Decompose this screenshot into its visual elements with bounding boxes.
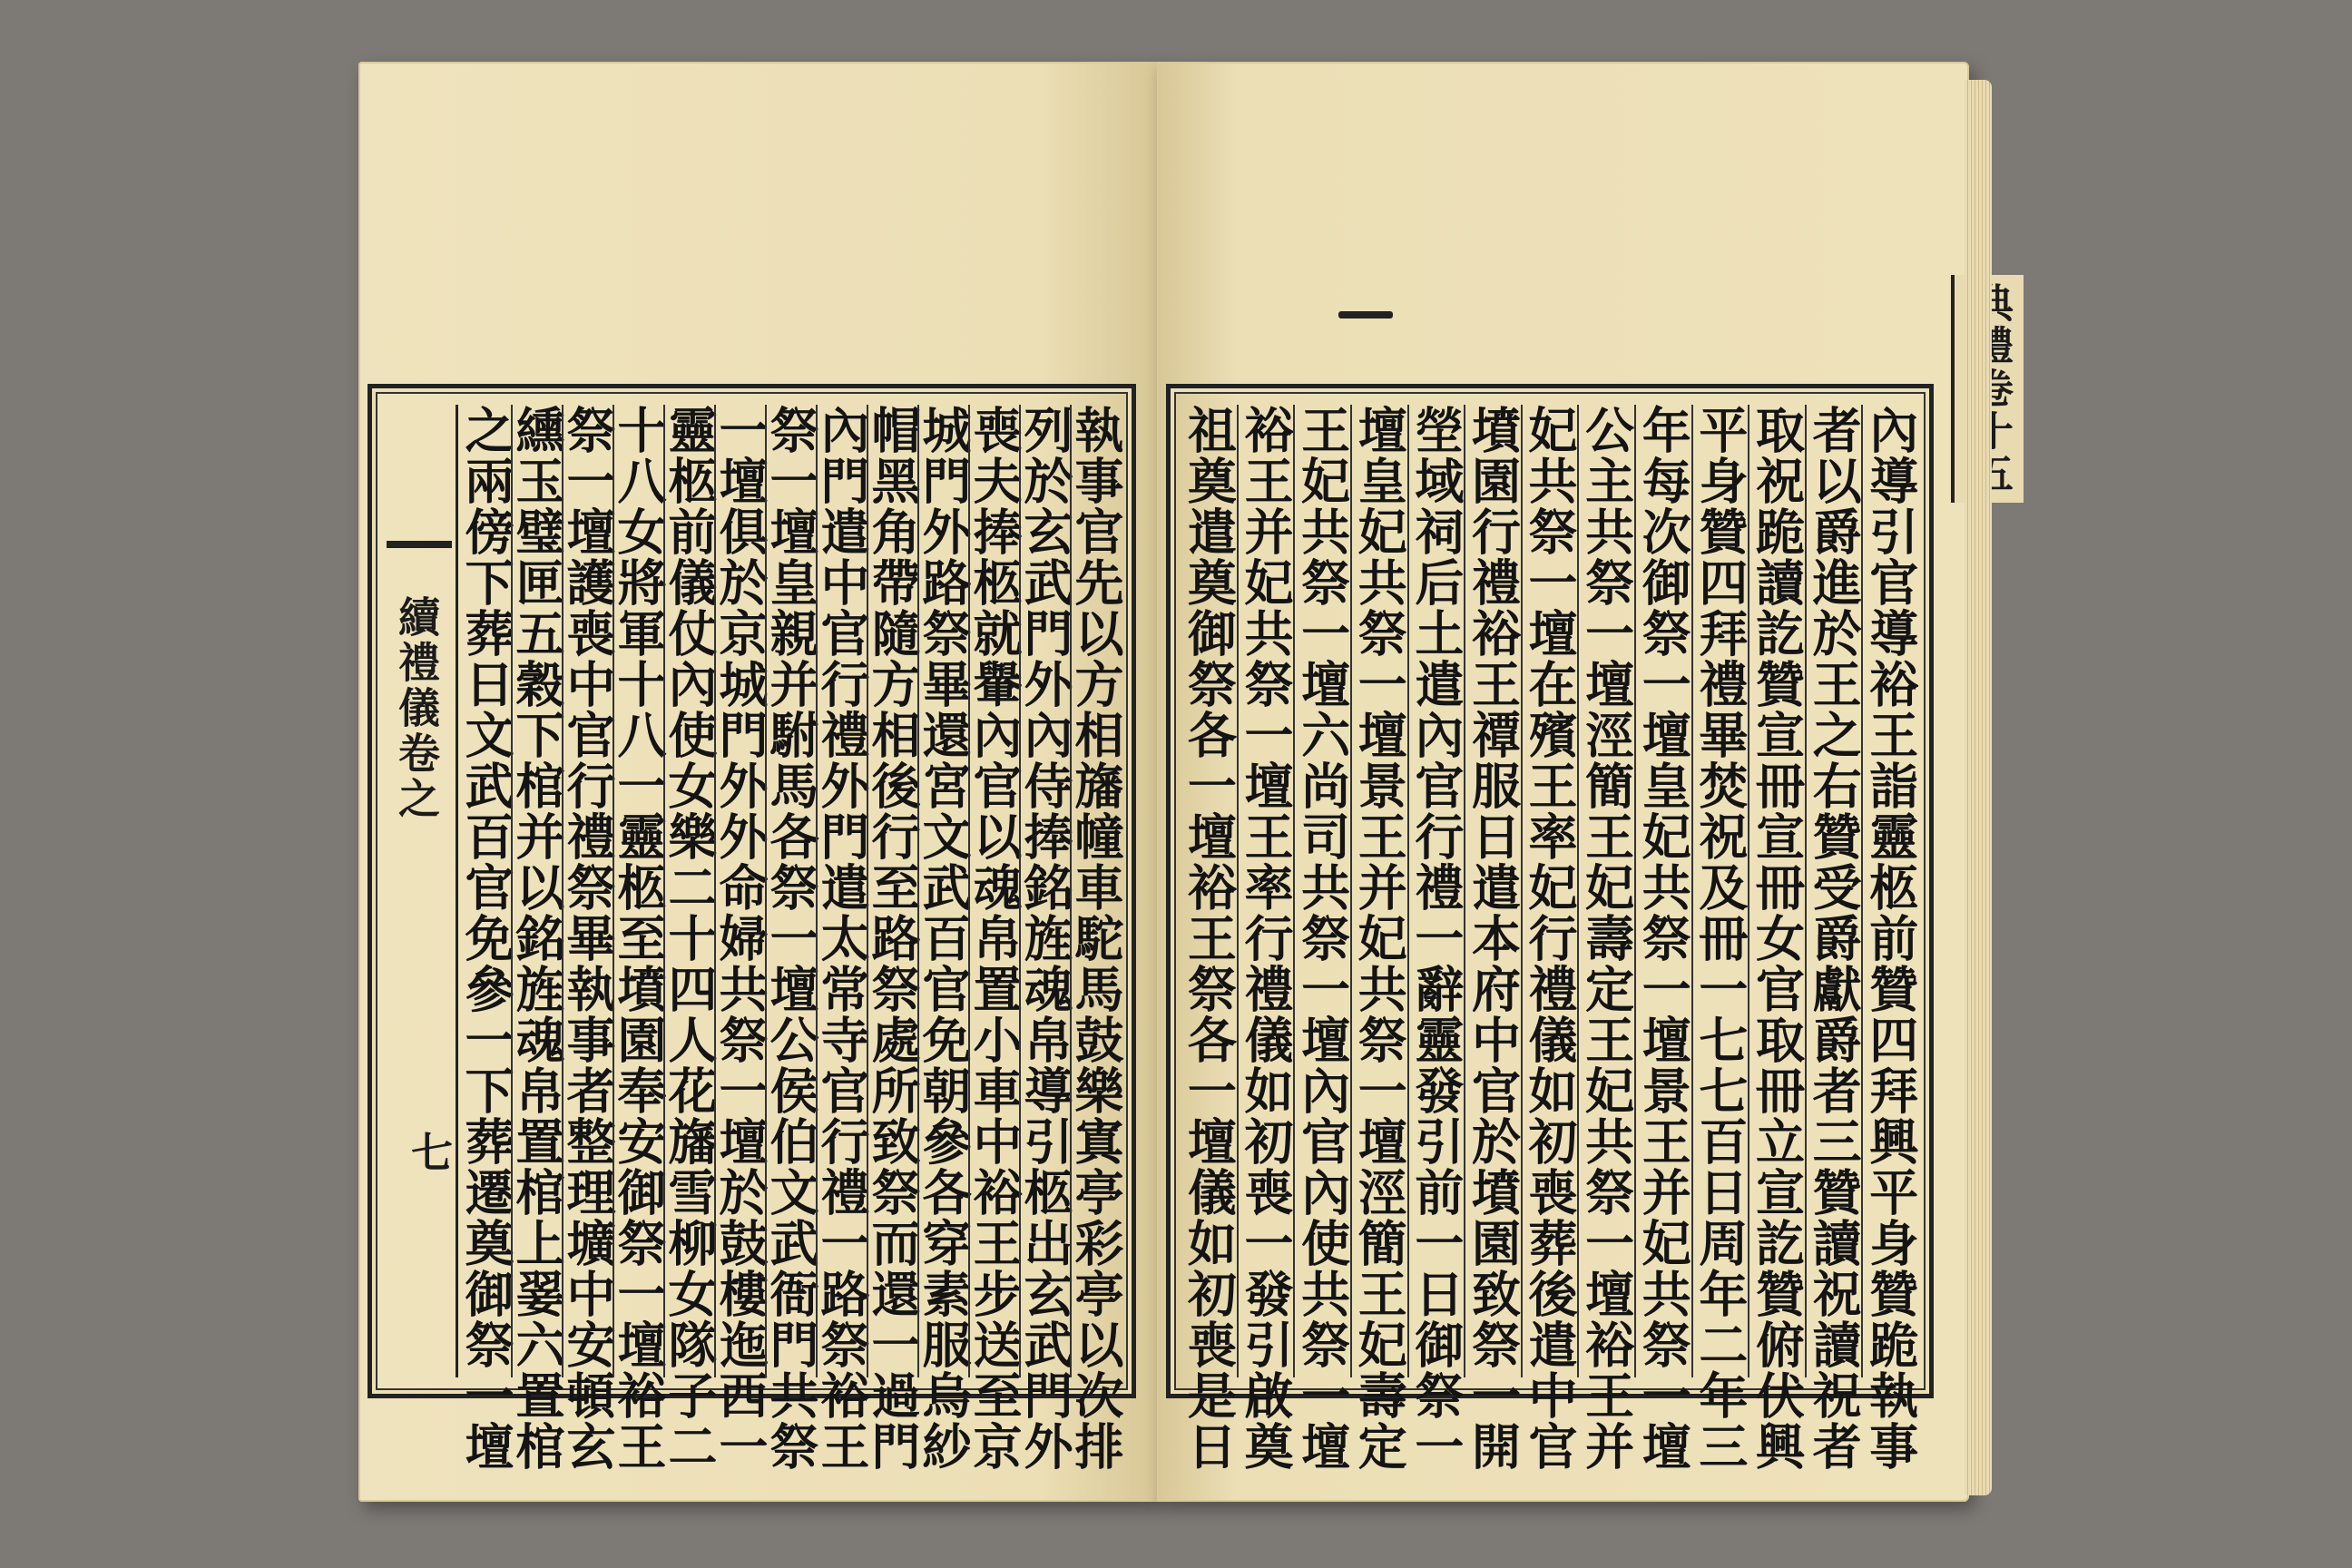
fish-tail-mark <box>387 541 452 548</box>
text-column: 靈柩前儀仗內使女樂二十四人花旛雪柳女隊子二 <box>661 405 719 1472</box>
text-column: 列於玄武門外內侍捧銘旌魂帛導引柩出玄武門外 <box>1016 405 1074 1472</box>
left-header-title: 續禮儀卷之 <box>392 595 441 822</box>
page-edges <box>1965 80 1992 1495</box>
text-column: 一壇俱於京城門外外命婦共祭一壇於鼓樓迤西一 <box>711 405 769 1472</box>
text-column: 十八女將軍十八一靈柩至墳園奉安御祭一壇裕王 <box>610 405 668 1472</box>
text-column: 者以爵進於王之右贊受爵獻爵者三贊讀祝讀祝者 <box>1805 405 1864 1472</box>
left-text-columns <box>457 405 1125 1472</box>
ink-mark <box>1338 311 1393 318</box>
text-column: 取祝跪讀訖贊宣冊宣冊女官取冊立宣訖贊俯伏興 <box>1748 405 1807 1472</box>
left-page-number: 七 <box>405 1131 454 1172</box>
text-column: 王妃共祭一壇六尚司共祭一壇內官內使共祭一壇 <box>1293 405 1352 1472</box>
left-center-margin <box>383 405 458 1377</box>
text-column: 年每次御祭一壇皇妃共祭一壇景王并妃共祭一壇 <box>1634 405 1693 1472</box>
right-page <box>1157 62 1969 1502</box>
left-page <box>358 62 1157 1502</box>
text-column: 平身贊四拜禮畢焚祝及冊一七七百日周年二年三 <box>1690 405 1749 1472</box>
text-column: 纁玉璧匣五穀下棺并以銘旌魂帛置棺上翣六置棺 <box>508 405 566 1472</box>
text-column: 之兩傍下葬日文武百官免參一下葬遷奠御祭一壇 <box>457 405 515 1472</box>
left-text-frame <box>368 384 1136 1472</box>
text-column: 內門遣中官行禮外門遣太常寺官行禮一路祭裕王 <box>813 405 871 1472</box>
right-text-columns <box>1180 405 1920 1472</box>
right-text-frame <box>1166 384 1934 1472</box>
open-book <box>358 62 1987 1502</box>
text-column: 公主共祭一壇涇簡王妃壽定王妃共祭一壇裕王并 <box>1577 405 1636 1472</box>
text-column: 壇皇妃共祭一壇景王并妃共祭一壇涇簡王妃壽定 <box>1350 405 1409 1472</box>
text-column: 祭一壇皇親并駙馬各祭一壇公侯伯文武衙門共祭 <box>762 405 820 1472</box>
text-column: 帽黑角帶隨方相後行至路祭處所致祭而還一過門 <box>864 405 922 1472</box>
text-column: 城門外路祭畢還宮文武百官免朝參各穿素服烏紗 <box>915 405 973 1472</box>
text-column: 祖奠遣奠御祭各一壇裕王祭各一壇儀如初喪是日 <box>1180 405 1239 1472</box>
text-column: 塋域祠后土遣內官行禮一辭靈發引前一日御祭一 <box>1406 405 1465 1472</box>
text-column: 喪夫捧柩就轝內官以魂帛置小車中裕王步送至京 <box>965 405 1024 1472</box>
text-column: 執事官先以方相旛幢車駝馬鼓樂寘亭彩亭以次排 <box>1067 405 1125 1472</box>
text-column: 祭一壇護喪中官行禮祭畢執事者整理壙中安頓玄 <box>559 405 617 1472</box>
text-column: 內導引官導裕王詣靈柩前贊四拜興平身贊跪執事 <box>1861 405 1920 1472</box>
text-column: 墳園行禮裕王禫服日遣本府中官於墳園致祭一開 <box>1464 405 1523 1472</box>
text-column: 裕王并妃共祭一壇王率行禮儀如初喪一發引啟奠 <box>1237 405 1295 1472</box>
text-column: 妃共祭一壇在殯王率妃行禮儀如初喪葬後遣中官 <box>1521 405 1580 1472</box>
